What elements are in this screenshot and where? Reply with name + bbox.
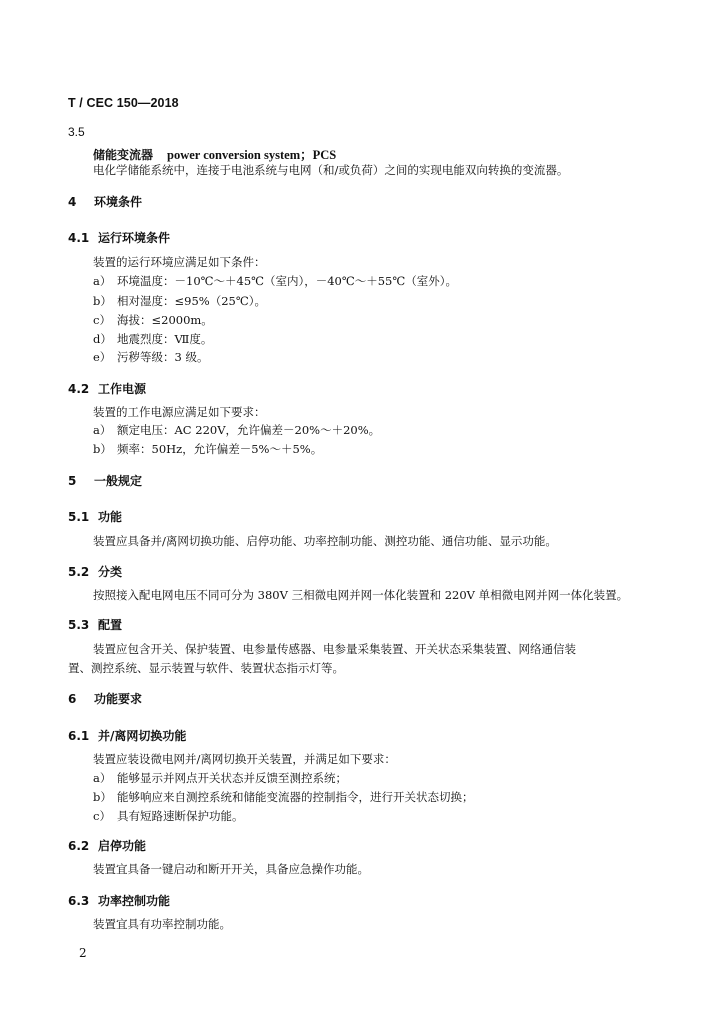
section-heading-4 bbox=[68, 191, 142, 210]
section-title: 启停功能 bbox=[98, 839, 147, 853]
term-line bbox=[93, 144, 336, 163]
paragraph: 装置宜具有功率控制功能。 bbox=[93, 917, 231, 931]
standard-id-header: T / CEC 150—2018 bbox=[68, 96, 179, 110]
section-title: 一般规定 bbox=[94, 474, 143, 488]
section-number: 6.1 bbox=[68, 729, 90, 743]
paragraph-line: 装置应包含开关、保护装置、电参量传感器、电参量采集装置、开关状态采集装置、网络通信装 bbox=[93, 642, 576, 656]
section-heading-5-3 bbox=[68, 614, 122, 633]
list-label: b） bbox=[93, 790, 112, 804]
list-label: b） bbox=[93, 294, 112, 308]
paragraph: 装置宜具备一键启动和断开开关，具备应急操作功能。 bbox=[93, 862, 369, 876]
term-definition: 电化学储能系统中，连接于电池系统与电网（和/或负荷）之间的实现电能双向转换的变流器。 bbox=[93, 163, 569, 177]
list-item bbox=[93, 789, 474, 805]
section-heading-6-1 bbox=[68, 725, 186, 744]
list-label: a） bbox=[93, 423, 112, 437]
list-text: 地震烈度：Ⅶ度。 bbox=[117, 332, 213, 346]
section-number: 4.1 bbox=[68, 231, 90, 245]
section-heading-5 bbox=[68, 470, 142, 489]
term-english: power conversion system；PCS bbox=[167, 148, 337, 162]
section-number: 4.2 bbox=[68, 382, 90, 396]
list-label: c） bbox=[93, 809, 111, 823]
list-label: c） bbox=[93, 313, 111, 327]
paragraph-intro: 装置的工作电源应满足如下要求： bbox=[93, 405, 266, 419]
section-heading-6-3 bbox=[68, 890, 170, 909]
section-heading-5-2 bbox=[68, 561, 122, 580]
section-heading-4-1 bbox=[68, 227, 170, 246]
section-title: 功率控制功能 bbox=[98, 894, 171, 908]
section-number: 5.1 bbox=[68, 510, 90, 524]
section-number: 6.2 bbox=[68, 839, 90, 853]
paragraph-intro: 装置的运行环境应满足如下条件： bbox=[93, 255, 266, 269]
clause-number-3-5: 3.5 bbox=[68, 125, 85, 139]
list-label: a） bbox=[93, 771, 112, 785]
section-title: 运行环境条件 bbox=[98, 231, 171, 245]
paragraph-line: 置、测控系统、显示装置与软件、装置状态指示灯等。 bbox=[68, 661, 344, 675]
list-text: 能够响应来自测控系统和储能变流器的控制指令，进行开关状态切换； bbox=[117, 790, 474, 804]
list-text: 具有短路速断保护功能。 bbox=[117, 809, 244, 823]
section-heading-4-2 bbox=[68, 378, 146, 397]
page-number: 2 bbox=[79, 946, 87, 960]
section-number: 6 bbox=[68, 692, 77, 706]
list-label: a） bbox=[93, 274, 112, 288]
list-label: d） bbox=[93, 332, 112, 346]
list-item bbox=[93, 808, 244, 824]
section-heading-6 bbox=[68, 688, 142, 707]
section-title: 并/离网切换功能 bbox=[98, 729, 187, 743]
list-text: 能够显示并网点开关状态并反馈至测控系统； bbox=[117, 771, 347, 785]
section-title: 功能要求 bbox=[94, 692, 143, 706]
list-text: 频率：50Hz，允许偏差－5%～＋5%。 bbox=[117, 442, 323, 456]
section-title: 功能 bbox=[98, 510, 123, 524]
section-title: 环境条件 bbox=[94, 195, 143, 209]
list-item bbox=[93, 422, 380, 438]
list-text: 相对湿度：≤95%（25℃）。 bbox=[117, 294, 266, 308]
list-item bbox=[93, 441, 322, 457]
list-text: 环境温度：－10℃～＋45℃（室内），－40℃～＋55℃（室外）。 bbox=[117, 274, 457, 288]
list-text: 额定电压：AC 220V，允许偏差－20%～＋20%。 bbox=[117, 423, 381, 437]
list-item bbox=[93, 331, 212, 347]
section-number: 4 bbox=[68, 195, 77, 209]
paragraph: 按照接入配电网电压不同可分为 380V 三相微电网并网一体化装置和 220V 单相微电网并网一体化装置。 bbox=[93, 588, 629, 602]
list-text: 海拔：≤2000m。 bbox=[117, 313, 213, 327]
section-title: 分类 bbox=[98, 565, 123, 579]
list-item bbox=[93, 349, 208, 365]
section-number: 5 bbox=[68, 474, 77, 488]
list-item bbox=[93, 770, 347, 786]
section-heading-6-2 bbox=[68, 835, 146, 854]
section-number: 5.3 bbox=[68, 618, 90, 632]
list-item bbox=[93, 293, 266, 309]
list-item bbox=[93, 312, 213, 328]
section-title: 工作电源 bbox=[98, 382, 147, 396]
section-heading-5-1 bbox=[68, 506, 122, 525]
section-title: 配置 bbox=[98, 618, 123, 632]
section-number: 5.2 bbox=[68, 565, 90, 579]
paragraph-intro: 装置应装设微电网并/离网切换开关装置，并满足如下要求： bbox=[93, 752, 396, 766]
list-label: b） bbox=[93, 442, 112, 456]
list-label: e） bbox=[93, 350, 112, 364]
list-text: 污秽等级：3 级。 bbox=[117, 350, 209, 364]
paragraph: 装置应具备并/离网切换功能、启停功能、功率控制功能、测控功能、通信功能、显示功能。 bbox=[93, 534, 557, 548]
list-item bbox=[93, 273, 457, 289]
term-chinese: 储能变流器 bbox=[93, 148, 154, 162]
section-number: 6.3 bbox=[68, 894, 90, 908]
